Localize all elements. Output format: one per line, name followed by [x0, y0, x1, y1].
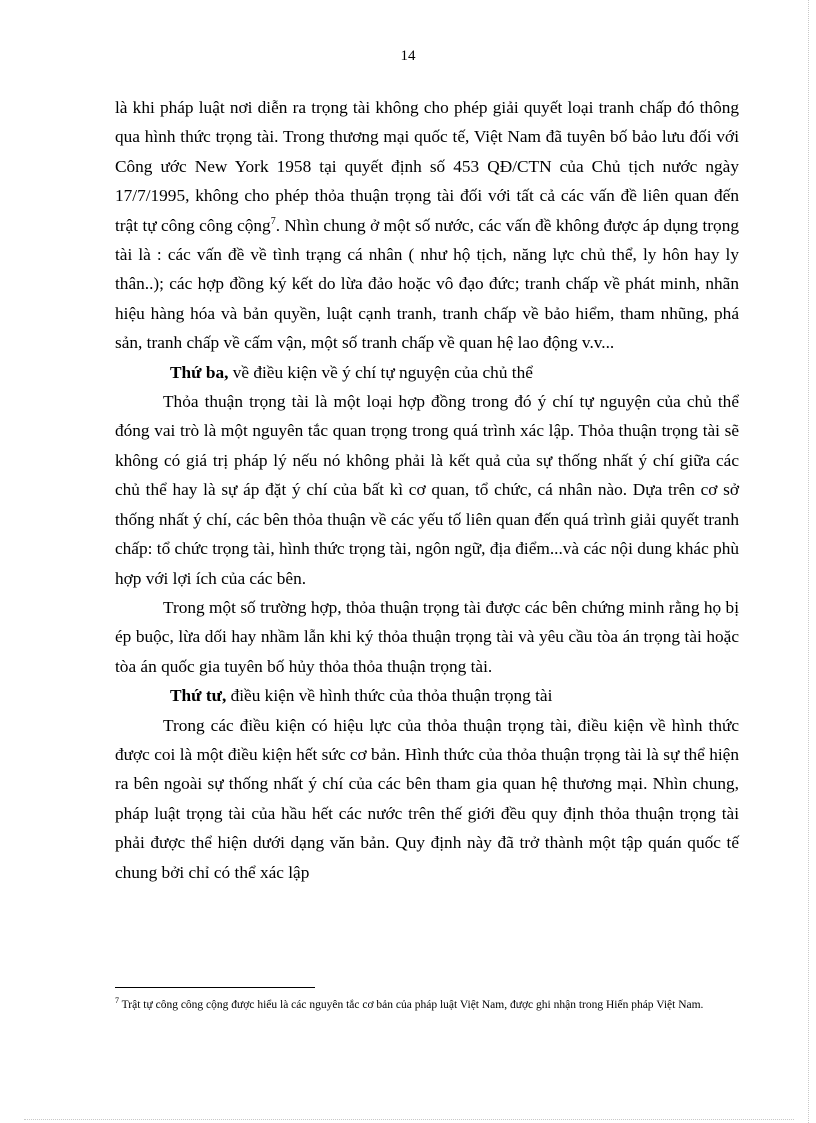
page-number: 14	[400, 48, 416, 64]
page-right-edge	[808, 0, 809, 1123]
footnote-separator	[115, 987, 315, 988]
heading-thu-tu: Thứ tư, điều kiện về hình thức của thỏa thuận trọng tài	[170, 686, 553, 706]
heading-thu-ba: Thứ ba, về điều kiện về ý chí tự nguyện của chủ thể	[170, 362, 533, 382]
page-bottom-edge	[24, 1119, 794, 1120]
document-body	[115, 93, 739, 887]
footnote: $^7$ Trật tự công công cộng được hiểu là các nguyên tắc cơ bản của pháp luật Việt Nam, được ghi nhận trong Hiến pháp Việt Nam.	[115, 996, 704, 1011]
paragraph-4: Trong các điều kiện có hiệu lực của thỏa thuận trọng tài, điều kiện về hình thức được coi là một điều kiện hết sức cơ bản. Hình thức của thỏa thuận trọng tài là sự thể hiện ra bên ngoài sự thống nhất ý chí của các bên tham gia quan hệ thương mại. Nhìn chung, pháp luật trọng tài của hầu hết các nước trên thế giới đều quy định thỏa thuận trọng tài phải được thể hiện dưới dạng văn bản. Quy định này đã trở thành một tập quán quốc tế chung bởi chỉ có thể xác lập	[115, 715, 739, 882]
paragraph-1: là khi pháp luật nơi diễn ra trọng tài không cho phép giải quyết loại tranh chấp đó thông qua hình thức trọng tài. Trong thương mại quốc tế, Việt Nam đã tuyên bố bảo lưu đối với Công ước New York 1958 tại quyết định số 453 QĐ/CTN của Chủ tịch nước ngày 17/7/1995, không cho phép thỏa thuận trọng tài đối với tất cả các vấn đề liên quan đến trật tự công công cộng$^7$. Nhìn chung ở một số nước, các vấn đề không được áp dụng trọng tài là : các vấn đề về tình trạng cá nhân ( như hộ tịch, năng lực chủ thể, ly hôn hay ly thân..); các hợp đồng ký kết do lừa đảo hoặc vô đạo đức; tranh chấp về phát minh, nhãn hiệu hàng hóa và bản quyền, luật cạnh tranh, tranh chấp về bảo hiểm, tham nhũng, phá sản, tranh chấp về cấm vận, một số tranh chấp về quan hệ lao động v.v...	[115, 98, 739, 353]
paragraph-2: Thỏa thuận trọng tài là một loại hợp đồng trong đó ý chí tự nguyện của chủ thể đóng vai trò là một nguyên tắc quan trọng trong quá trình xác lập. Thỏa thuận trọng tài sẽ không có giá trị pháp lý nếu nó không phải là kết quả của sự thống nhất ý chí giữa các chủ thể hay là sự áp đặt ý chí của bất kì cơ quan, tổ chức, cá nhân nào. Dựa trên cơ sở thống nhất ý chí, các bên thỏa thuận về các yếu tố liên quan đến quá trình giải quyết tranh chấp: tổ chức trọng tài, hình thức trọng tài, ngôn ngữ, địa điểm...và các nội dung khác phù hợp với lợi ích của các bên.	[115, 392, 739, 588]
paragraph-3: Trong một số trường hợp, thỏa thuận trọng tài được các bên chứng minh rằng họ bị ép buộc, lừa dối hay nhầm lẫn khi ký thỏa thuận trọng tài và yêu cầu tòa án trọng tài hoặc tòa án quốc gia tuyên bố hủy thỏa thỏa thuận trọng tài.	[115, 597, 739, 676]
footnote-reference[interactable]: 7	[270, 215, 276, 227]
